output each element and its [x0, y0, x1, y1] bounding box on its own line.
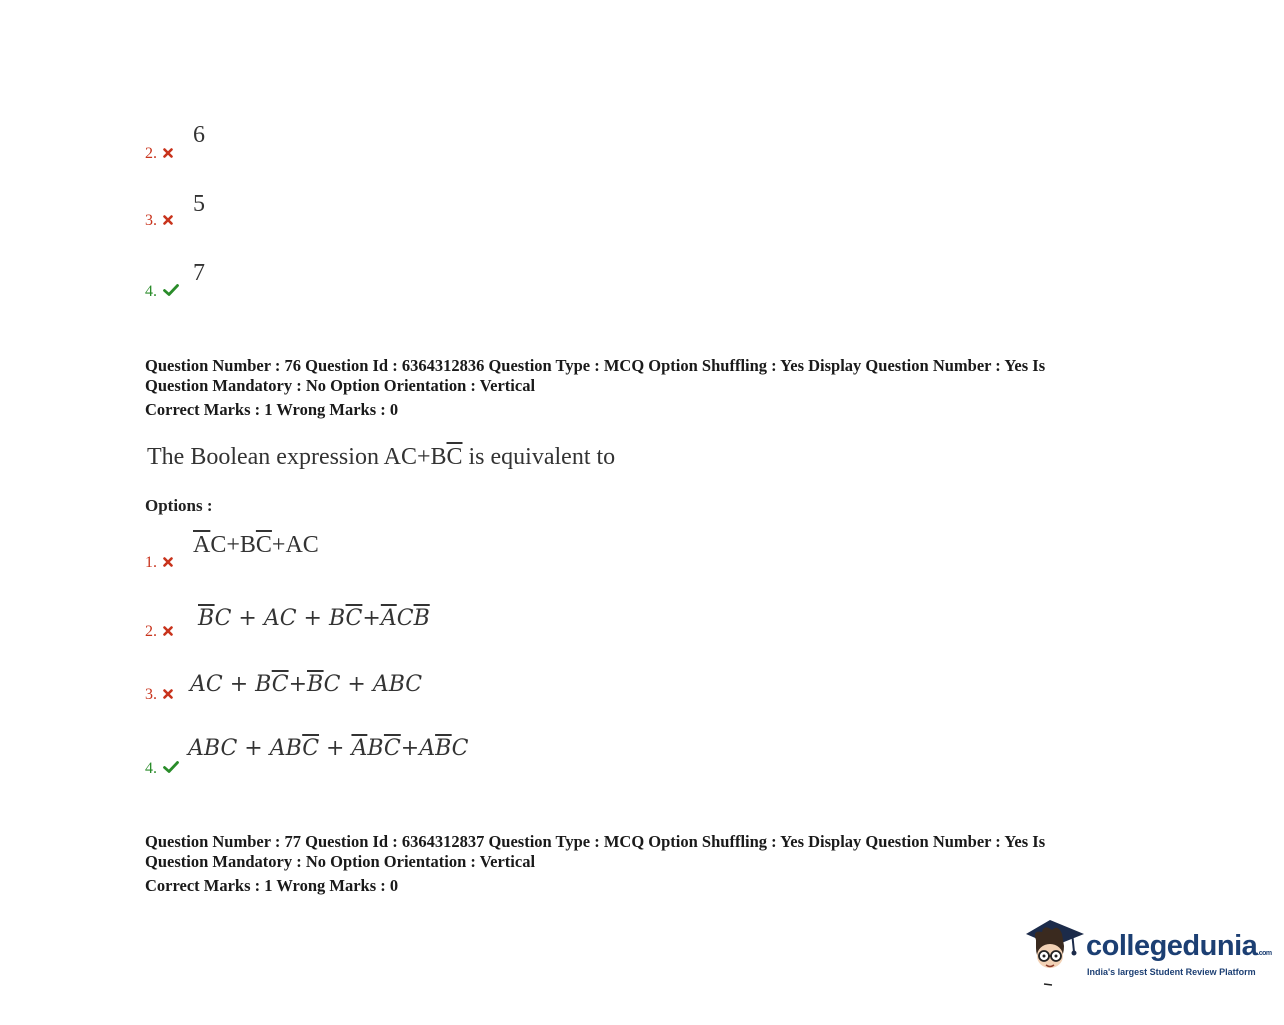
option-text: 6	[193, 122, 205, 148]
meta-line: Question Mandatory : No Option Orientation : Vertical	[145, 376, 536, 395]
meta-line: Question Mandatory : No Option Orientation : Vertical	[145, 852, 536, 871]
cross-icon	[163, 145, 173, 163]
question-76-text	[147, 444, 615, 471]
question-76-meta	[145, 356, 1145, 396]
option-number: 1.	[145, 554, 157, 571]
option-text: 5	[193, 191, 205, 217]
option-row-2	[145, 623, 173, 641]
option-number: 2.	[145, 145, 157, 162]
option-2-expression: $\overline{B}C$ + AC + $B\overline{C}+\overline{A}C\overline{B}$	[198, 606, 430, 631]
cross-icon	[163, 623, 173, 641]
option-text: 7	[193, 260, 205, 286]
cross-icon	[163, 686, 173, 704]
option-row-3	[145, 686, 173, 704]
question-76-marks: Correct Marks : 1 Wrong Marks : 0	[145, 400, 399, 419]
check-icon	[163, 283, 179, 301]
brand-suffix: .com	[1257, 950, 1272, 957]
question-text-prefix: The Boolean expression AC+B	[147, 444, 447, 470]
collegedunia-mascot-icon	[1024, 918, 1086, 993]
cross-icon	[163, 212, 173, 230]
question-text-overline: $\overline{C}$	[446, 444, 463, 470]
cross-icon	[163, 554, 173, 572]
option-1-expression: $\overline{A}C+B\overline{C}+AC$	[193, 532, 319, 558]
options-label: Options :	[145, 496, 213, 515]
option-row-1	[145, 554, 173, 572]
option-row-4	[145, 283, 179, 301]
option-3-expression: AC + $B\overline{C}+\overline{B}C$ + ABC	[190, 672, 423, 697]
question-77-meta	[145, 832, 1145, 872]
question-77-marks: Correct Marks : 1 Wrong Marks : 0	[145, 876, 399, 895]
meta-line: Question Number : 77 Question Id : 6364312837 Question Type : MCQ Option Shuffling : Yes Display Question Number : Yes Is	[145, 832, 1046, 851]
option-row-4	[145, 760, 179, 778]
option-number: 4.	[145, 760, 157, 777]
option-number: 4.	[145, 283, 157, 300]
option-number: 2.	[145, 623, 157, 640]
option-row-3	[145, 212, 173, 230]
option-number: 3.	[145, 212, 157, 229]
brand-tagline: India's largest Student Review Platform	[1087, 967, 1256, 977]
question-text-suffix: is equivalent to	[462, 444, 616, 470]
option-number: 3.	[145, 686, 157, 703]
option-4-expression: ABC + $AB\overline{C} + \overline{A}B\overline{C}+A\overline{B}C$	[188, 736, 469, 761]
check-icon	[163, 760, 179, 778]
brand-name: collegedunia.com	[1086, 930, 1272, 962]
option-row-2	[145, 145, 173, 163]
meta-line: Question Number : 76 Question Id : 6364312836 Question Type : MCQ Option Shuffling : Yes Display Question Number : Yes Is	[145, 356, 1046, 375]
